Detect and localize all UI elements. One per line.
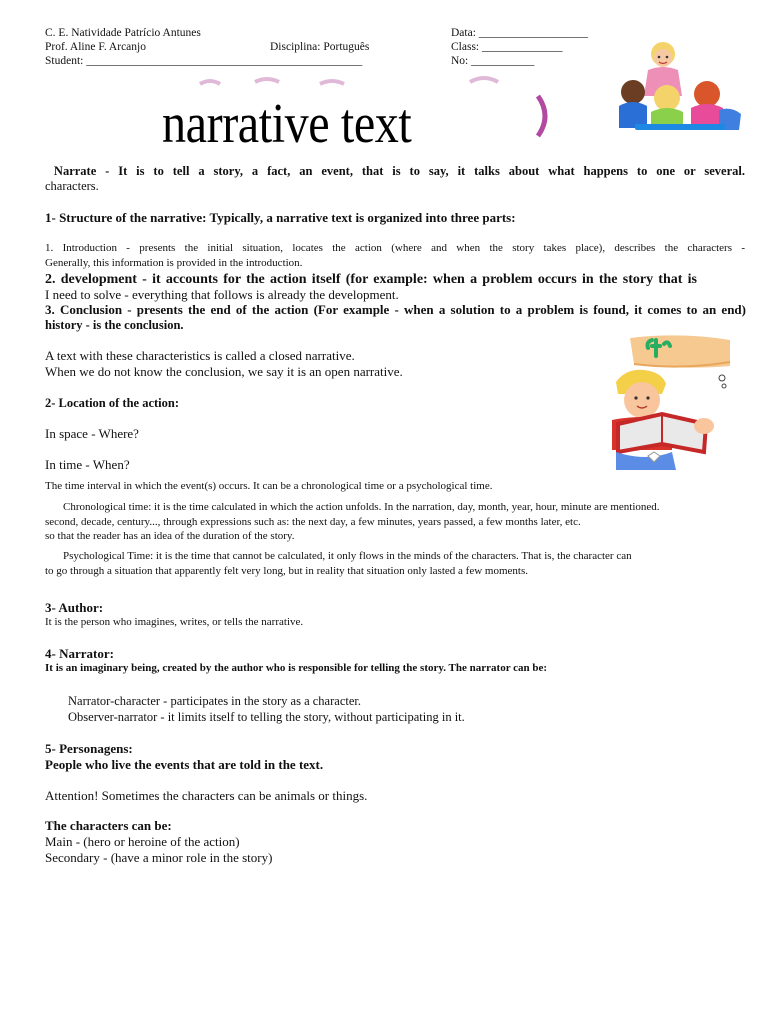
section4-heading: 4- Narrator: — [45, 646, 114, 661]
chronological-line-2: second, decade, century..., through expressions such as: the next day, a few minutes, years passed, a few months later, etc. — [45, 516, 581, 528]
closed-narrative: A text with these characteristics is called a closed narrative. — [45, 348, 355, 363]
conclusion-line-1: 3. Conclusion - presents the end of the action (For example - when a solution to a problem is found, it comes to an end) — [45, 302, 746, 317]
page-title: narrative text — [162, 93, 412, 155]
section5-heading: 5- Personagens: — [45, 741, 133, 756]
introduction-line-1: 1. Introduction - presents the initial situation, locates the action (where and when the story takes place), describes the characters - — [45, 242, 745, 254]
development-line-1: 2. development - it accounts for the action itself (for example: when a problem occurs in the story that is — [45, 272, 697, 287]
open-narrative: When we do not know the conclusion, we say it is an open narrative. — [45, 364, 403, 379]
time-interval: The time interval in which the event(s) occurs. It can be a chronological time or a psychological time. — [45, 480, 493, 492]
intro-line-2: characters. — [45, 179, 99, 193]
conclusion-line-2: history - is the conclusion. — [45, 318, 184, 332]
chronological-line-1: Chronological time: it is the time calculated in which the action unfolds. In the narration, day, month, year, hour, minute are mentioned. — [63, 501, 660, 513]
author-definition: It is the person who imagines, writes, or tells the narrative. — [45, 616, 304, 628]
characters-definition: People who live the events that are told in the text. — [45, 757, 324, 772]
psychological-line-2: to go through a situation that apparently felt very long, but in reality that situation only lasted a few moments. — [45, 565, 528, 577]
secondary-characters: Secondary - (have a minor role in the story) — [45, 850, 273, 865]
main-characters: Main - (hero or heroine of the action) — [45, 834, 240, 849]
psychological-line-1: Psychological Time: it is the time that cannot be calculated, it only flows in the minds of the characters. That is, the character can — [63, 550, 632, 562]
section2-heading: 2- Location of the action: — [45, 396, 180, 410]
attention-note: Attention! Sometimes the characters can be animals or things. — [45, 788, 368, 803]
number-field: No: ___________ — [451, 55, 535, 67]
intro-line-1: Narrate - It is to tell a story, a fact, an event, that is to say, it talks about what happens to one or several. — [53, 164, 745, 178]
section3-heading: 3- Author: — [45, 600, 104, 615]
teacher-name: Prof. Aline F. Arcanjo — [45, 41, 146, 53]
student-field: Student: ________________________________________________ — [45, 55, 363, 67]
list-item: Narrator-character - participates in the story as a character. — [68, 694, 361, 708]
school-name: C. E. Natividade Patrício Antunes — [45, 27, 201, 39]
list-item: Observer-narrator - it limits itself to telling the story, without participating in it. — [68, 710, 465, 724]
class-field: Class: ______________ — [451, 41, 563, 53]
chronological-line-3: so that the reader has an idea of the duration of the story. — [45, 530, 295, 542]
date-field: Data: ___________________ — [451, 27, 589, 39]
in-time: In time - When? — [45, 457, 130, 472]
discipline: Disciplina: Português — [270, 41, 370, 53]
introduction-line-2: Generally, this information is provided in the introduction. — [45, 257, 303, 269]
in-space: In space - Where? — [45, 426, 139, 441]
narrator-definition: It is an imaginary being, created by the author who is responsible for telling the story. The narrator can be: — [45, 662, 548, 674]
characters-can-be: The characters can be: — [45, 818, 172, 833]
development-line-2: I need to solve - everything that follows is already the development. — [45, 287, 399, 302]
section1-heading: 1- Structure of the narrative: Typically, a narrative text is organized into three parts: — [45, 210, 516, 225]
children-illustration — [615, 40, 743, 132]
